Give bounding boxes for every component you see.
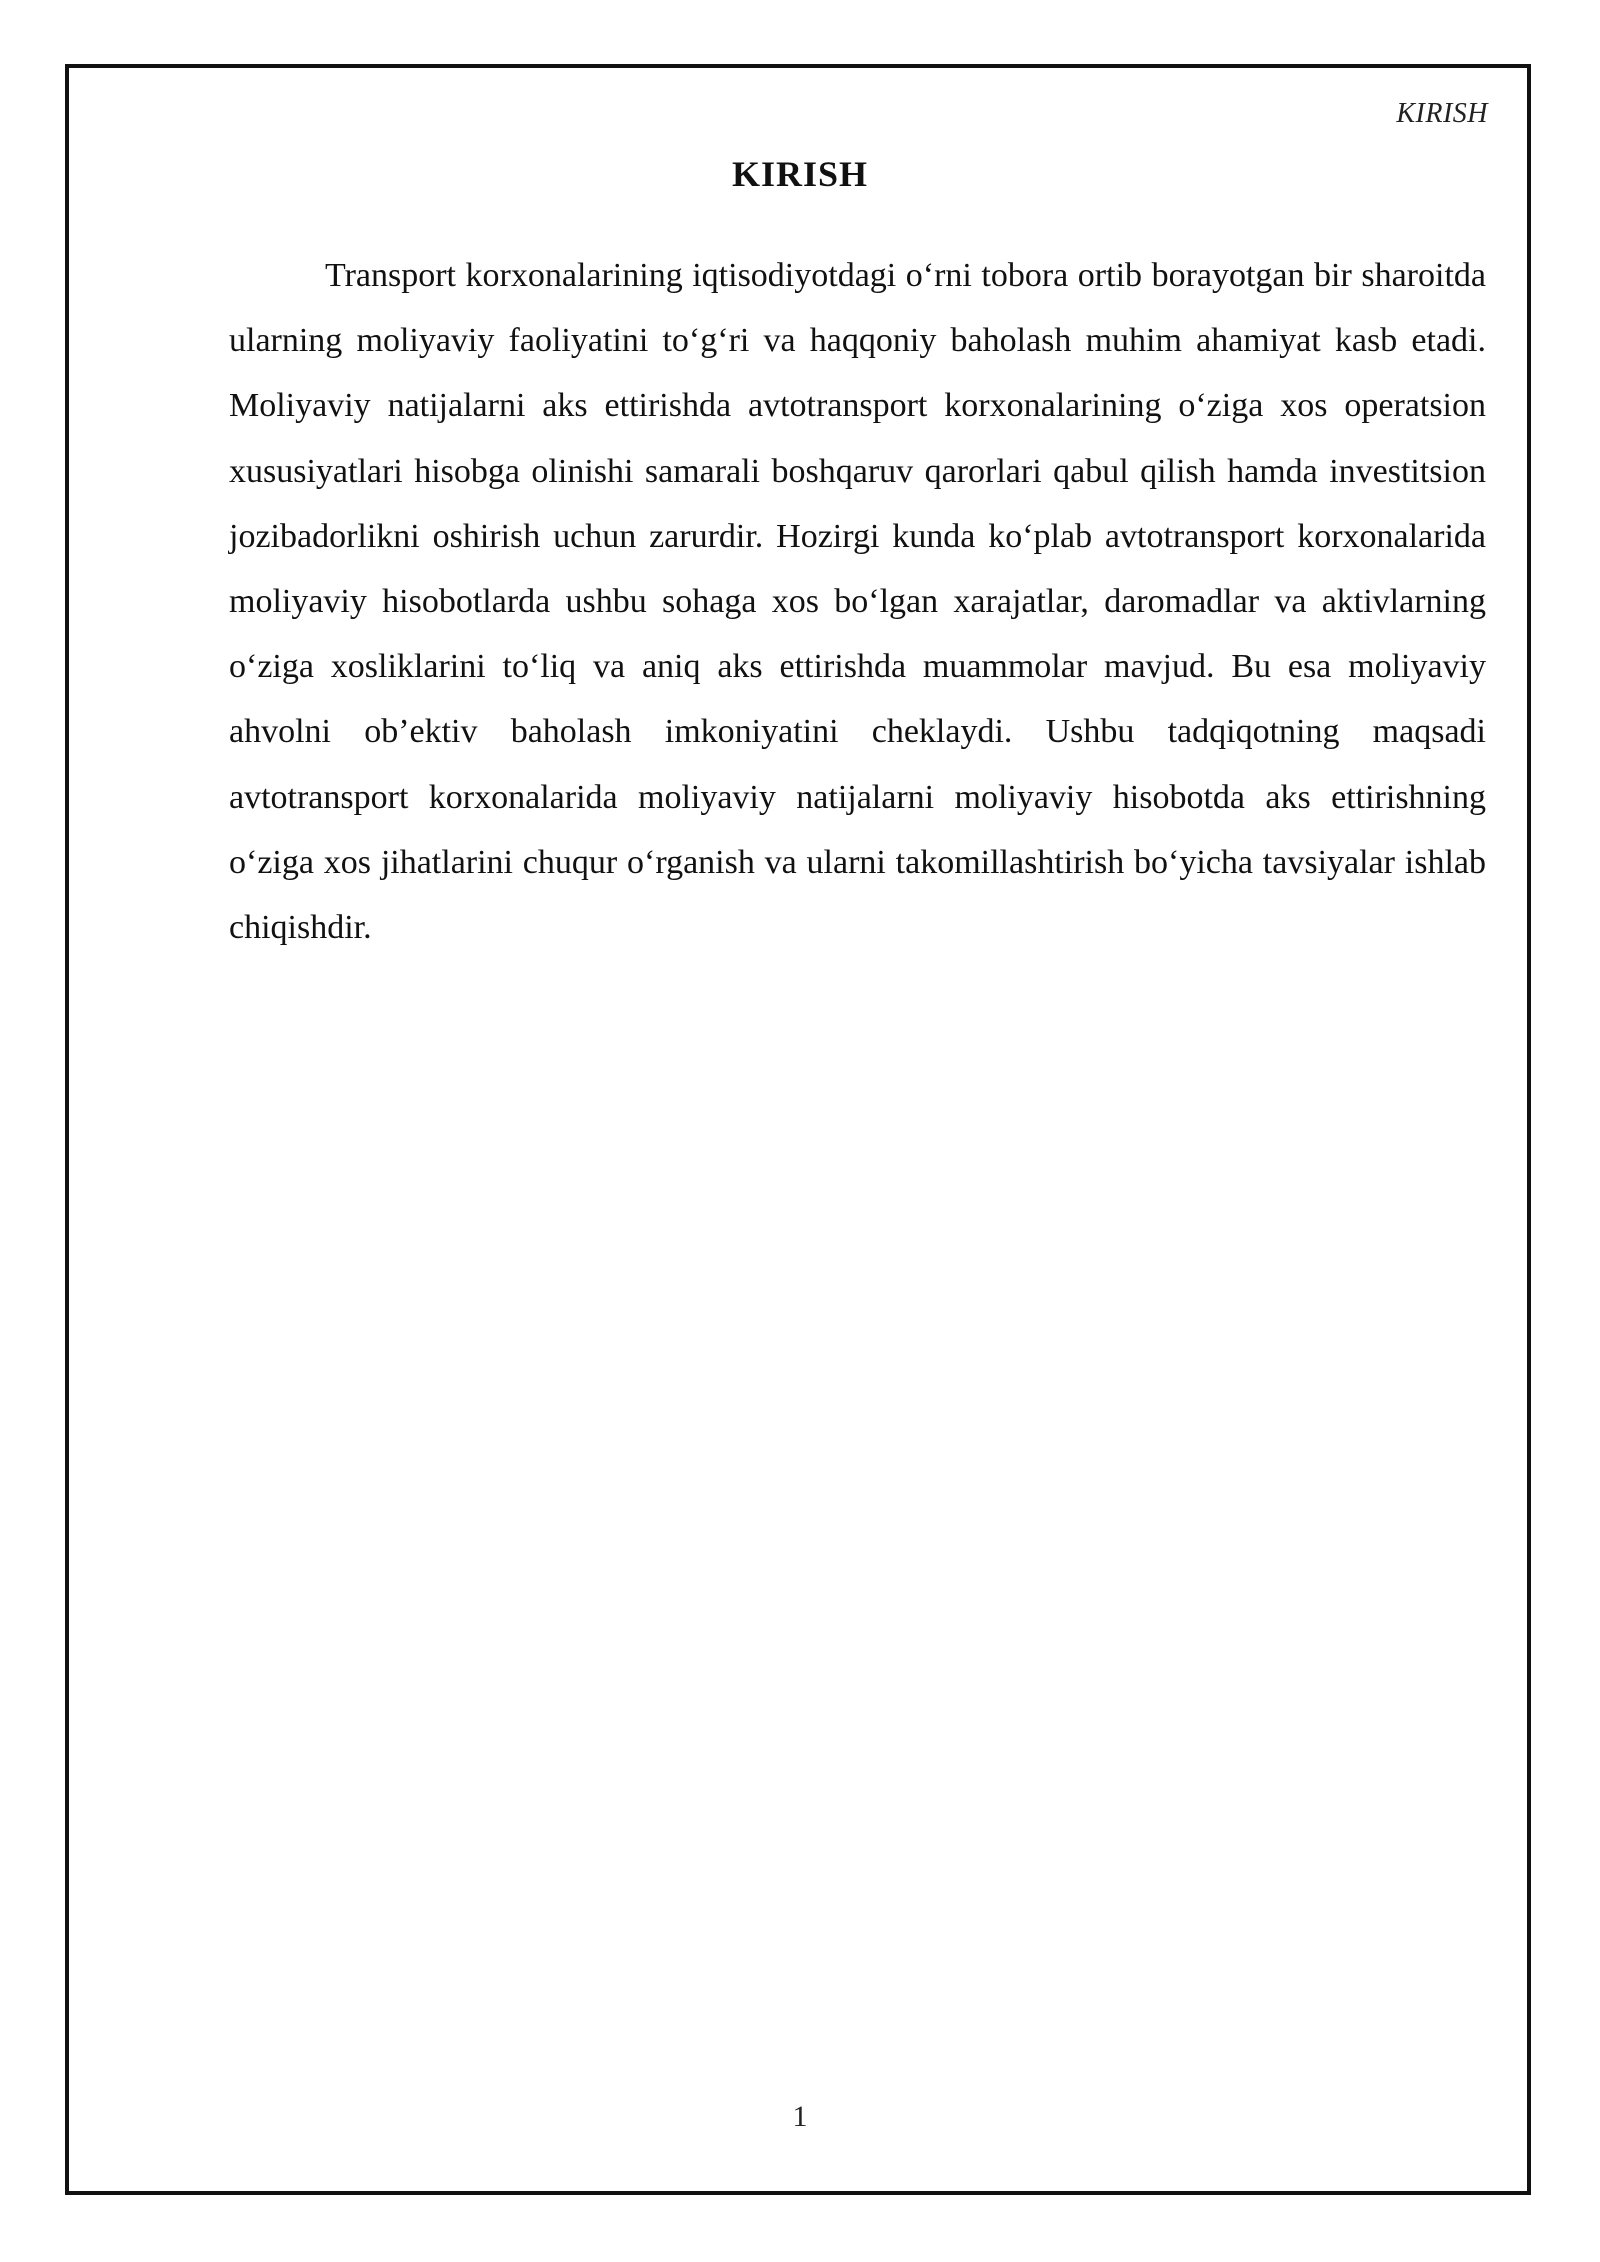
- running-header: KIRISH: [1396, 98, 1488, 129]
- section-title: KIRISH: [731, 154, 869, 194]
- page-number: 1: [792, 2100, 808, 2133]
- body-paragraph: Transport korxonalarining iqtisodiyotdagi o‘rni tobora ortib borayotgan bir sharoitda ularning moliyaviy faoliyatini to‘g‘ri va haqqoniy baholash muhim ahamiyat kasb etadi. Moliyaviy natijalarni aks ettirishda avtotransport korxonalarining o‘ziga xos operatsion xususiyatlari hisobga olinishi samarali boshqaruv qarorlari qabul qilish hamda investitsion jozibadorlikni oshirish uchun zarurdir. Hozirgi kunda ko‘plab avtotransport korxonalarida moliyaviy hisobotlarda ushbu sohaga xos bo‘lgan xarajatlar, daromadlar va aktivlarning o‘ziga xosliklarini to‘liq va aniq aks ettirishda muammolar mavjud. Bu esa moliyaviy ahvolni ob’ektiv baholash imkoniyatini cheklaydi. Ushbu tadqiqotning maqsadi avtotransport korxonalarida moliyaviy natijalarni moliyaviy hisobotda aks ettirishning o‘ziga xos jihatlarini chuqur o‘rganish va ularni takomillashtirish bo‘yicha tavsiyalar ishlab chiqishdir.: [229, 257, 1486, 947]
